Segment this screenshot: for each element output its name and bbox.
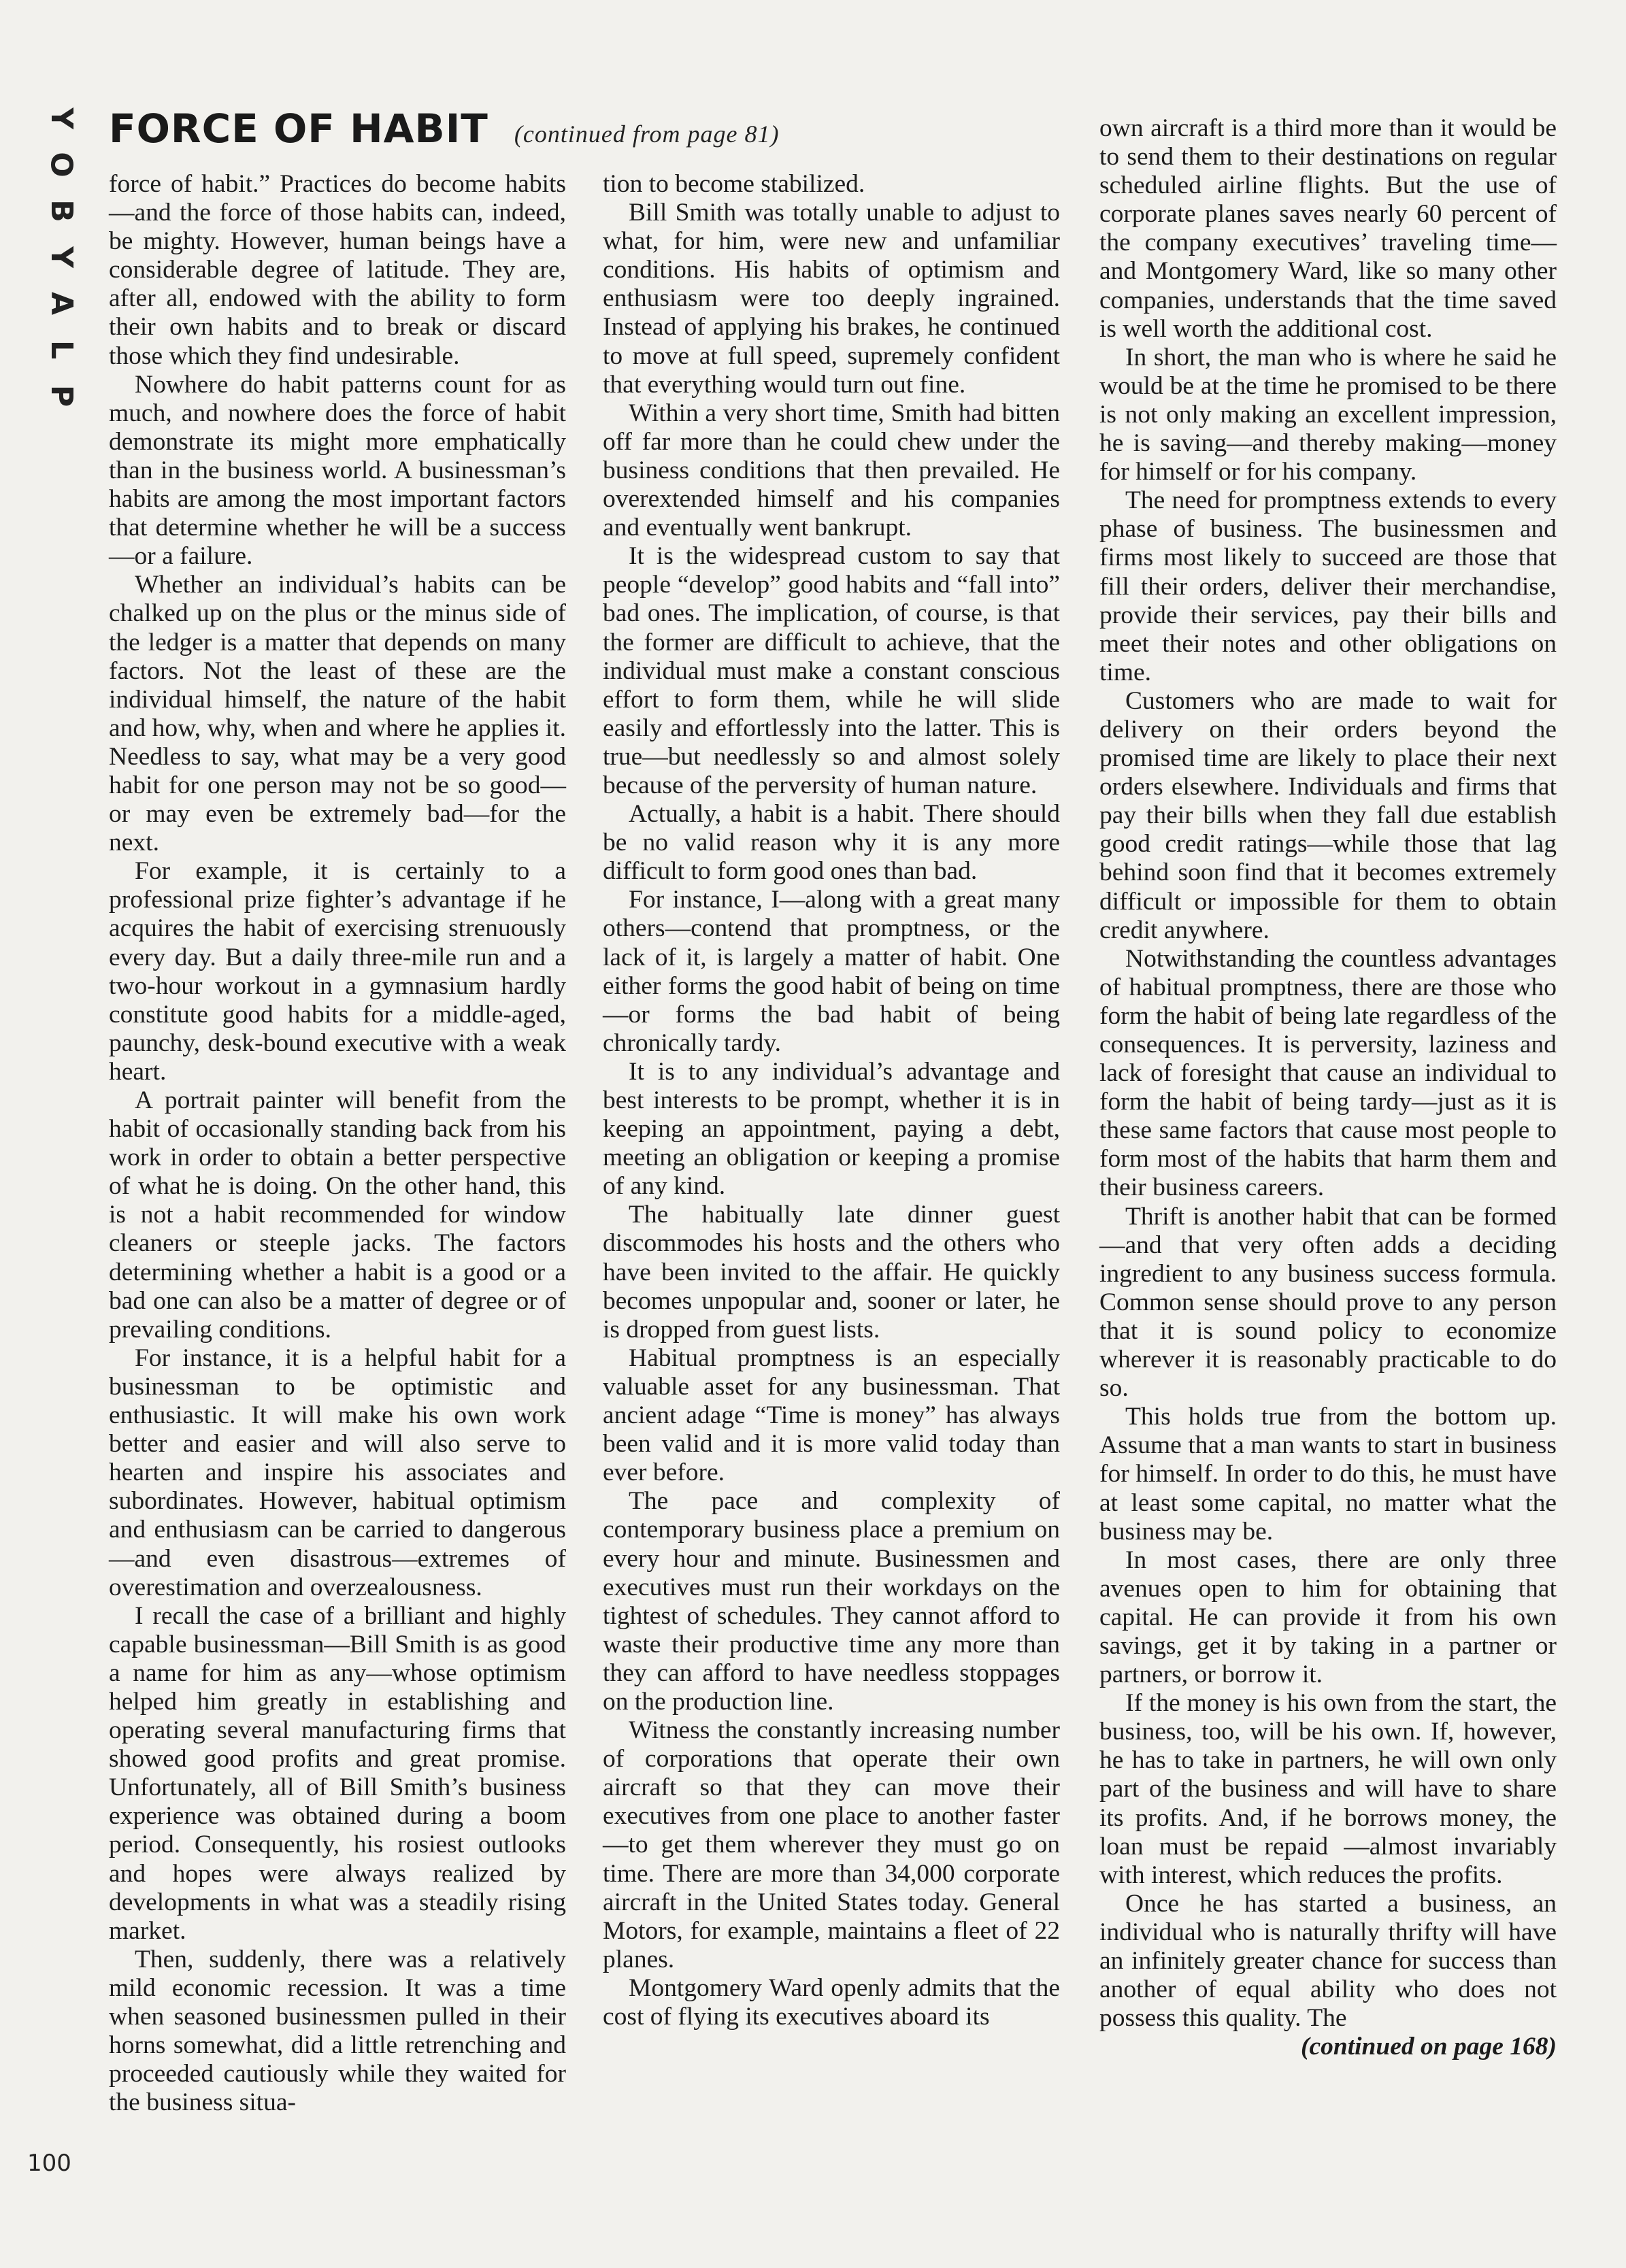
continued-from-note: (continued from page 81) [514, 120, 780, 148]
page-number: 100 [27, 2150, 71, 2177]
logo-letter: B [44, 199, 79, 222]
paragraph: It is to any individual’s advantage and best interests to be prompt, whether it is in keeping an appointment, paying a debt, meeting an obligation or keeping a promise of any kind. [603, 1057, 1060, 1201]
magazine-logo-vertical [37, 95, 85, 419]
paragraph: Witness the constantly increasing number of corporations that operate their own aircraft so that they can move their executives from one place to another faster—to get them wherever they must go on time. There are more than 34,000 corporate aircraft in the United States today. General Motors, for example, maintains a fleet of 22 planes. [603, 1716, 1060, 1973]
logo-letter: O [44, 152, 79, 178]
paragraph: Actually, a habit is a habit. There should be no valid reason why it is any more difficult to form good ones than bad. [603, 800, 1060, 886]
paragraph: own aircraft is a third more than it would be to send them to their destinations on regular scheduled airline flights. But the use of corporate planes saves nearly 60 percent of the company executives’ traveling time—and Montgomery Ward, like so many other companies, understands that the time saved is well worth the additional cost. [1099, 114, 1557, 343]
column-1 [109, 170, 566, 2117]
logo-letter: Y [44, 246, 79, 268]
column-3 [1099, 114, 1557, 2061]
paragraph: The pace and complexity of contemporary business place a premium on every hour and minute. Businessmen and executives must run their workdays on the tightest of schedules. They cannot afford to waste their productive time any more than they can afford to have needless stoppages on the production line. [603, 1487, 1060, 1716]
paragraph: force of habit.” Practices do become habits—and the force of those habits can, indeed, be mighty. However, human beings have a considerable degree of latitude. They are, after all, endowed with the ability to form their own habits and to break or discard those which they find undesirable. [109, 170, 566, 370]
column-2 [603, 170, 1060, 2031]
continued-on-note: (continued on page 168) [1300, 2033, 1557, 2061]
article-title: FORCE OF HABIT [109, 105, 488, 152]
paragraph: Once he has started a business, an individual who is naturally thrifty will have an infinitely greater chance for success than another of equal ability who does not possess this quality. The [1099, 1889, 1557, 2033]
paragraph: Bill Smith was totally unable to adjust to what, for him, were new and unfamiliar conditions. His habits of optimism and enthusiasm were too deeply ingrained. Instead of applying his brakes, he continued to move at full speed, supremely confident that everything would turn out fine. [603, 199, 1060, 399]
logo-letter: Y [44, 107, 79, 129]
paragraph: Customers who are made to wait for delivery on their orders beyond the promised time are likely to place their next orders elsewhere. Individuals and firms that pay their bills when they fall due establish good credit ratings—while those that lag behind soon find that it becomes extremely difficult or impossible for them to obtain credit anywhere. [1099, 686, 1557, 944]
paragraph: Montgomery Ward openly admits that the cost of flying its executives aboard its [603, 1973, 1060, 2031]
paragraph: If the money is his own from the start, the business, too, will be his own. If, however, he has to take in partners, he will own only part of the business and will have to share its profits. And, if he borrows money, the loan must be repaid —almost invariably with interest, which reduces the profits. [1099, 1689, 1557, 1889]
paragraph: Thrift is another habit that can be formed—and that very often adds a deciding ingredient to any business success formula. Common sense should prove to any person that it is sound policy to economize wherever it is reasonably practicable to do so. [1099, 1202, 1557, 1403]
paragraph: tion to become stabilized. [603, 170, 865, 198]
paragraph: Nowhere do habit patterns count for as much, and nowhere does the force of habit demonstrate its might more emphatically than in the business world. A businessman’s habits are among the most important factors that determine whether he will be a success—or a failure. [109, 370, 566, 571]
paragraph: The need for promptness extends to every phase of business. The businessmen and firms most likely to succeed are those that fill their orders, deliver their merchandise, provide their services, pay their bills and meet their notes and other obligations on time. [1099, 486, 1557, 686]
paragraph: Notwithstanding the countless advantages of habitual promptness, there are those who form the habit of being late regardless of the consequences. It is perversity, laziness and lack of foresight that cause an individual to form the habit of being tardy—just as it is these same factors that cause most people to form most of the habits that harm them and their business careers. [1099, 944, 1557, 1202]
logo-letter: P [44, 384, 79, 407]
paragraph: For instance, I—along with a great many others—contend that promptness, or the lack of it, is largely a matter of habit. One either forms the good habit of being on time—or forms the bad habit of being chronically tardy. [603, 886, 1060, 1057]
paragraph: I recall the case of a brilliant and highly capable businessman—Bill Smith is as good a name for him as any—whose optimism helped him greatly in establishing and operating several manufacturing firms that showed good profits and great promise. Unfortunately, all of Bill Smith’s business experience was obtained during a boom period. Consequently, his rosiest outlooks and hopes were always realized by developments in what was a steadily rising market. [109, 1601, 566, 1945]
article-header [109, 105, 779, 152]
paragraph: For instance, it is a helpful habit for a businessman to be optimistic and enthusiastic. It will make his own work better and easier and will also serve to hearten and inspire his associates and subordinates. However, habitual optimism and enthusiasm can be carried to dangerous —and even disastrous—extremes of overestimation and overzealousness. [109, 1344, 566, 1601]
paragraph: The habitually late dinner guest discommodes his hosts and the others who have been invited to the affair. He quickly becomes unpopular and, sooner or later, he is dropped from guest lists. [603, 1201, 1060, 1344]
paragraph: Then, suddenly, there was a relatively mild economic recession. It was a time when seasoned businessmen pulled in their horns somewhat, did a little retrenching and proceeded cautiously while they waited for the business situa- [109, 1945, 566, 2117]
logo-letter: A [44, 291, 79, 316]
paragraph: In most cases, there are only three avenues open to him for obtaining that capital. He can provide it from his own savings, get it by taking in a partner or partners, or borrow it. [1099, 1546, 1557, 1689]
paragraph: For example, it is certainly to a professional prize fighter’s advantage if he acquires the habit of exercising strenuously every day. But a daily three-mile run and a two-hour workout in a gymnasium hardly constitute good habits for a middle-aged, paunchy, desk-bound executive with a weak heart. [109, 857, 566, 1086]
paragraph: Within a very short time, Smith had bitten off far more than he could chew under the business conditions that then prevailed. He overextended himself and his companies and eventually went bankrupt. [603, 399, 1060, 542]
paragraph: Whether an individual’s habits can be chalked up on the plus or the minus side of the ledger is a matter that depends on many factors. Not the least of these are the individual himself, the nature of the habit and how, why, when and where he applies it. Needless to say, what may be a very good habit for one person may not be so good—or may even be extremely bad—for the next. [109, 571, 566, 857]
paragraph: In short, the man who is where he said he would be at the time he promised to be there is not only making an excellent impression, he is saving—and thereby making—money for himself or for his company. [1099, 343, 1557, 486]
paragraph: A portrait painter will benefit from the habit of occasionally standing back from his work in order to obtain a better perspective of what he is doing. On the other hand, this is not a habit recommended for window cleaners or steeple jacks. The factors determining whether a habit is a good or a bad one can also be a matter of degree or of prevailing conditions. [109, 1086, 566, 1344]
logo-letter: L [44, 339, 79, 360]
paragraph: It is the widespread custom to say that people “develop” good habits and “fall into” bad ones. The implication, of course, is that the former are difficult to achieve, that the individual must make a constant conscious effort to form them, while he will slide easily and effortlessly into the latter. This is true—but needlessly so and almost solely because of the perversity of human nature. [603, 542, 1060, 799]
paragraph: Habitual promptness is an especially valuable asset for any businessman. That ancient adage “Time is money” has always been valid and it is more valid today than ever before. [603, 1344, 1060, 1487]
paragraph: This holds true from the bottom up. Assume that a man wants to start in business for himself. In order to do this, he must have at least some capital, no matter what the business may be. [1099, 1403, 1557, 1546]
